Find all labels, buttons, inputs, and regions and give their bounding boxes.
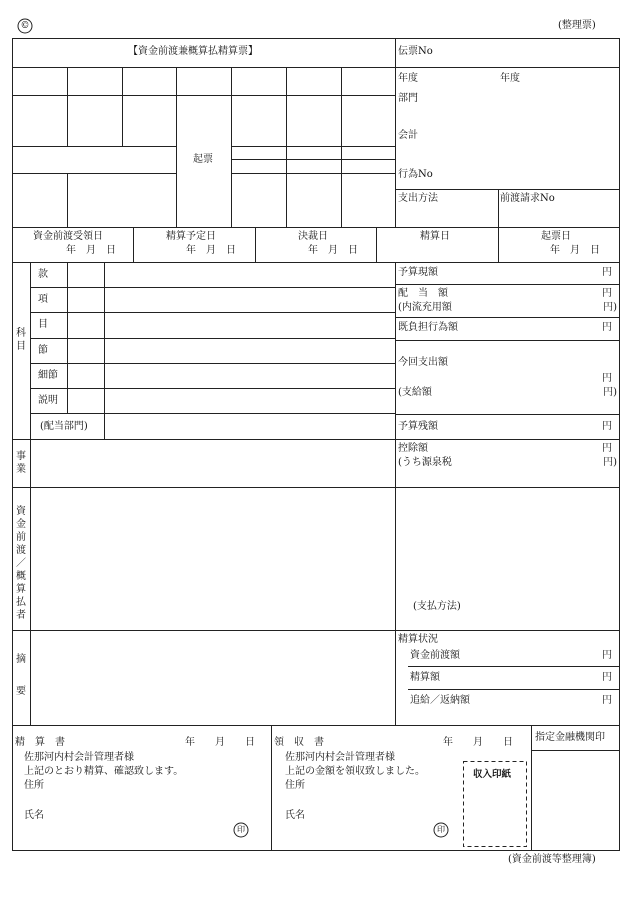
advance-amount-yen: 円 — [602, 650, 612, 661]
advance-request-no-label: 前渡請求No — [500, 193, 555, 204]
settlement-status-label: 精算状況 — [398, 634, 438, 645]
planned-date-label: 精算予定日 — [166, 231, 216, 242]
approval-date-label: 決裁日 — [298, 231, 328, 242]
refund-label: 追給／返納額 — [410, 695, 470, 706]
current-budget-yen: 円 — [602, 267, 612, 278]
received-date-label: 資金前渡受領日 — [33, 231, 103, 242]
received-date-value: 年 月 日 — [66, 245, 116, 256]
subject-vertical-label: 科目 — [16, 328, 26, 352]
receipt-doc-date: 年 月 日 — [443, 737, 513, 748]
footer-label: (資金前渡等整理簿) — [508, 854, 596, 865]
settlement-doc-statement: 上記のとおり精算、確認致します。 — [24, 766, 184, 777]
subject-row-kan: 款 — [38, 269, 48, 280]
account-label: 会計 — [398, 130, 418, 141]
subject-row-setsumei: 説明 — [38, 395, 58, 406]
fiscal-year-label-2: 年度 — [500, 73, 520, 84]
deduction-label: 控除額 — [398, 443, 428, 454]
bank-seal-label: 指定金融機関印 — [535, 732, 605, 743]
allocation-department-label: (配当部門) — [40, 421, 88, 432]
planned-date-value: 年 月 日 — [186, 245, 236, 256]
current-expense-yen: 円 — [602, 373, 612, 384]
subject-row-kou: 項 — [38, 294, 48, 305]
subject-row-saisetsu: 細節 — [38, 370, 58, 381]
receipt-doc-name: 氏名 — [285, 810, 305, 821]
internal-use-label: (内流充用額 — [398, 302, 452, 313]
receipt-doc-addressee: 佐那河内村会計管理者様 — [285, 752, 395, 763]
remaining-budget-label: 予算残額 — [398, 421, 438, 432]
current-budget-label: 予算現額 — [398, 267, 438, 278]
receipt-seal-icon: 印 — [437, 825, 445, 834]
committed-yen: 円 — [602, 322, 612, 333]
drafted-date-value: 年 月 日 — [550, 245, 600, 256]
subject-row-setsu: 節 — [38, 345, 48, 356]
allocated-label: 配 当 額 — [398, 288, 448, 299]
settlement-doc-addressee: 佐那河内村会計管理者様 — [24, 752, 134, 763]
internal-use-yen: 円) — [603, 302, 617, 313]
sheet-type-label: (整理票) — [558, 20, 596, 31]
advance-payer-vertical-label: 資金前渡／概算払者 — [16, 506, 26, 621]
withholding-label: (うち源泉税 — [398, 457, 452, 468]
current-expense-label: 今回支出額 — [398, 357, 448, 368]
settlement-seal-icon: 印 — [237, 825, 245, 834]
summary-label-1: 摘 — [16, 654, 26, 665]
payment-method-paren-label: (支払方法) — [413, 601, 461, 612]
business-vertical-label: 事業 — [16, 451, 26, 475]
allocated-yen: 円 — [602, 288, 612, 299]
withholding-yen: 円) — [603, 457, 617, 468]
paid-amount-yen: 円) — [603, 387, 617, 398]
settlement-doc-title: 精 算 書 — [15, 737, 65, 748]
settlement-doc-name: 氏名 — [24, 810, 44, 821]
settlement-doc-date: 年 月 日 — [185, 737, 255, 748]
receipt-doc-title: 領 収 書 — [274, 737, 324, 748]
revenue-stamp-label: 収入印紙 — [473, 769, 512, 780]
form-title: 【資金前渡兼概算払精算票】 — [128, 46, 258, 57]
receipt-doc-address: 住所 — [285, 780, 305, 791]
committed-label: 既負担行為額 — [398, 322, 458, 333]
drafted-date-label: 起票日 — [541, 231, 571, 242]
fiscal-year-label: 年度 — [398, 73, 418, 84]
refund-yen: 円 — [602, 695, 612, 706]
drafting-label: 起票 — [193, 154, 213, 165]
approval-date-value: 年 月 日 — [308, 245, 358, 256]
payment-method-label: 支出方法 — [398, 193, 438, 204]
settlement-date-label: 精算日 — [420, 231, 450, 242]
slip-no-label: 伝票No — [398, 46, 433, 57]
copyright-mark: © — [20, 21, 30, 31]
department-label: 部門 — [398, 93, 418, 104]
remaining-budget-yen: 円 — [602, 421, 612, 432]
summary-label-2: 要 — [16, 686, 26, 697]
settled-amount-label: 精算額 — [410, 672, 440, 683]
settlement-doc-address: 住所 — [24, 780, 44, 791]
settled-amount-yen: 円 — [602, 672, 612, 683]
action-no-label: 行為No — [398, 169, 433, 180]
paid-amount-label: (支給額 — [398, 387, 432, 398]
advance-amount-label: 資金前渡額 — [410, 650, 460, 661]
deduction-yen: 円 — [602, 443, 612, 454]
receipt-doc-statement: 上記の金額を領収致しました。 — [285, 766, 425, 777]
subject-row-moku: 目 — [38, 319, 48, 330]
